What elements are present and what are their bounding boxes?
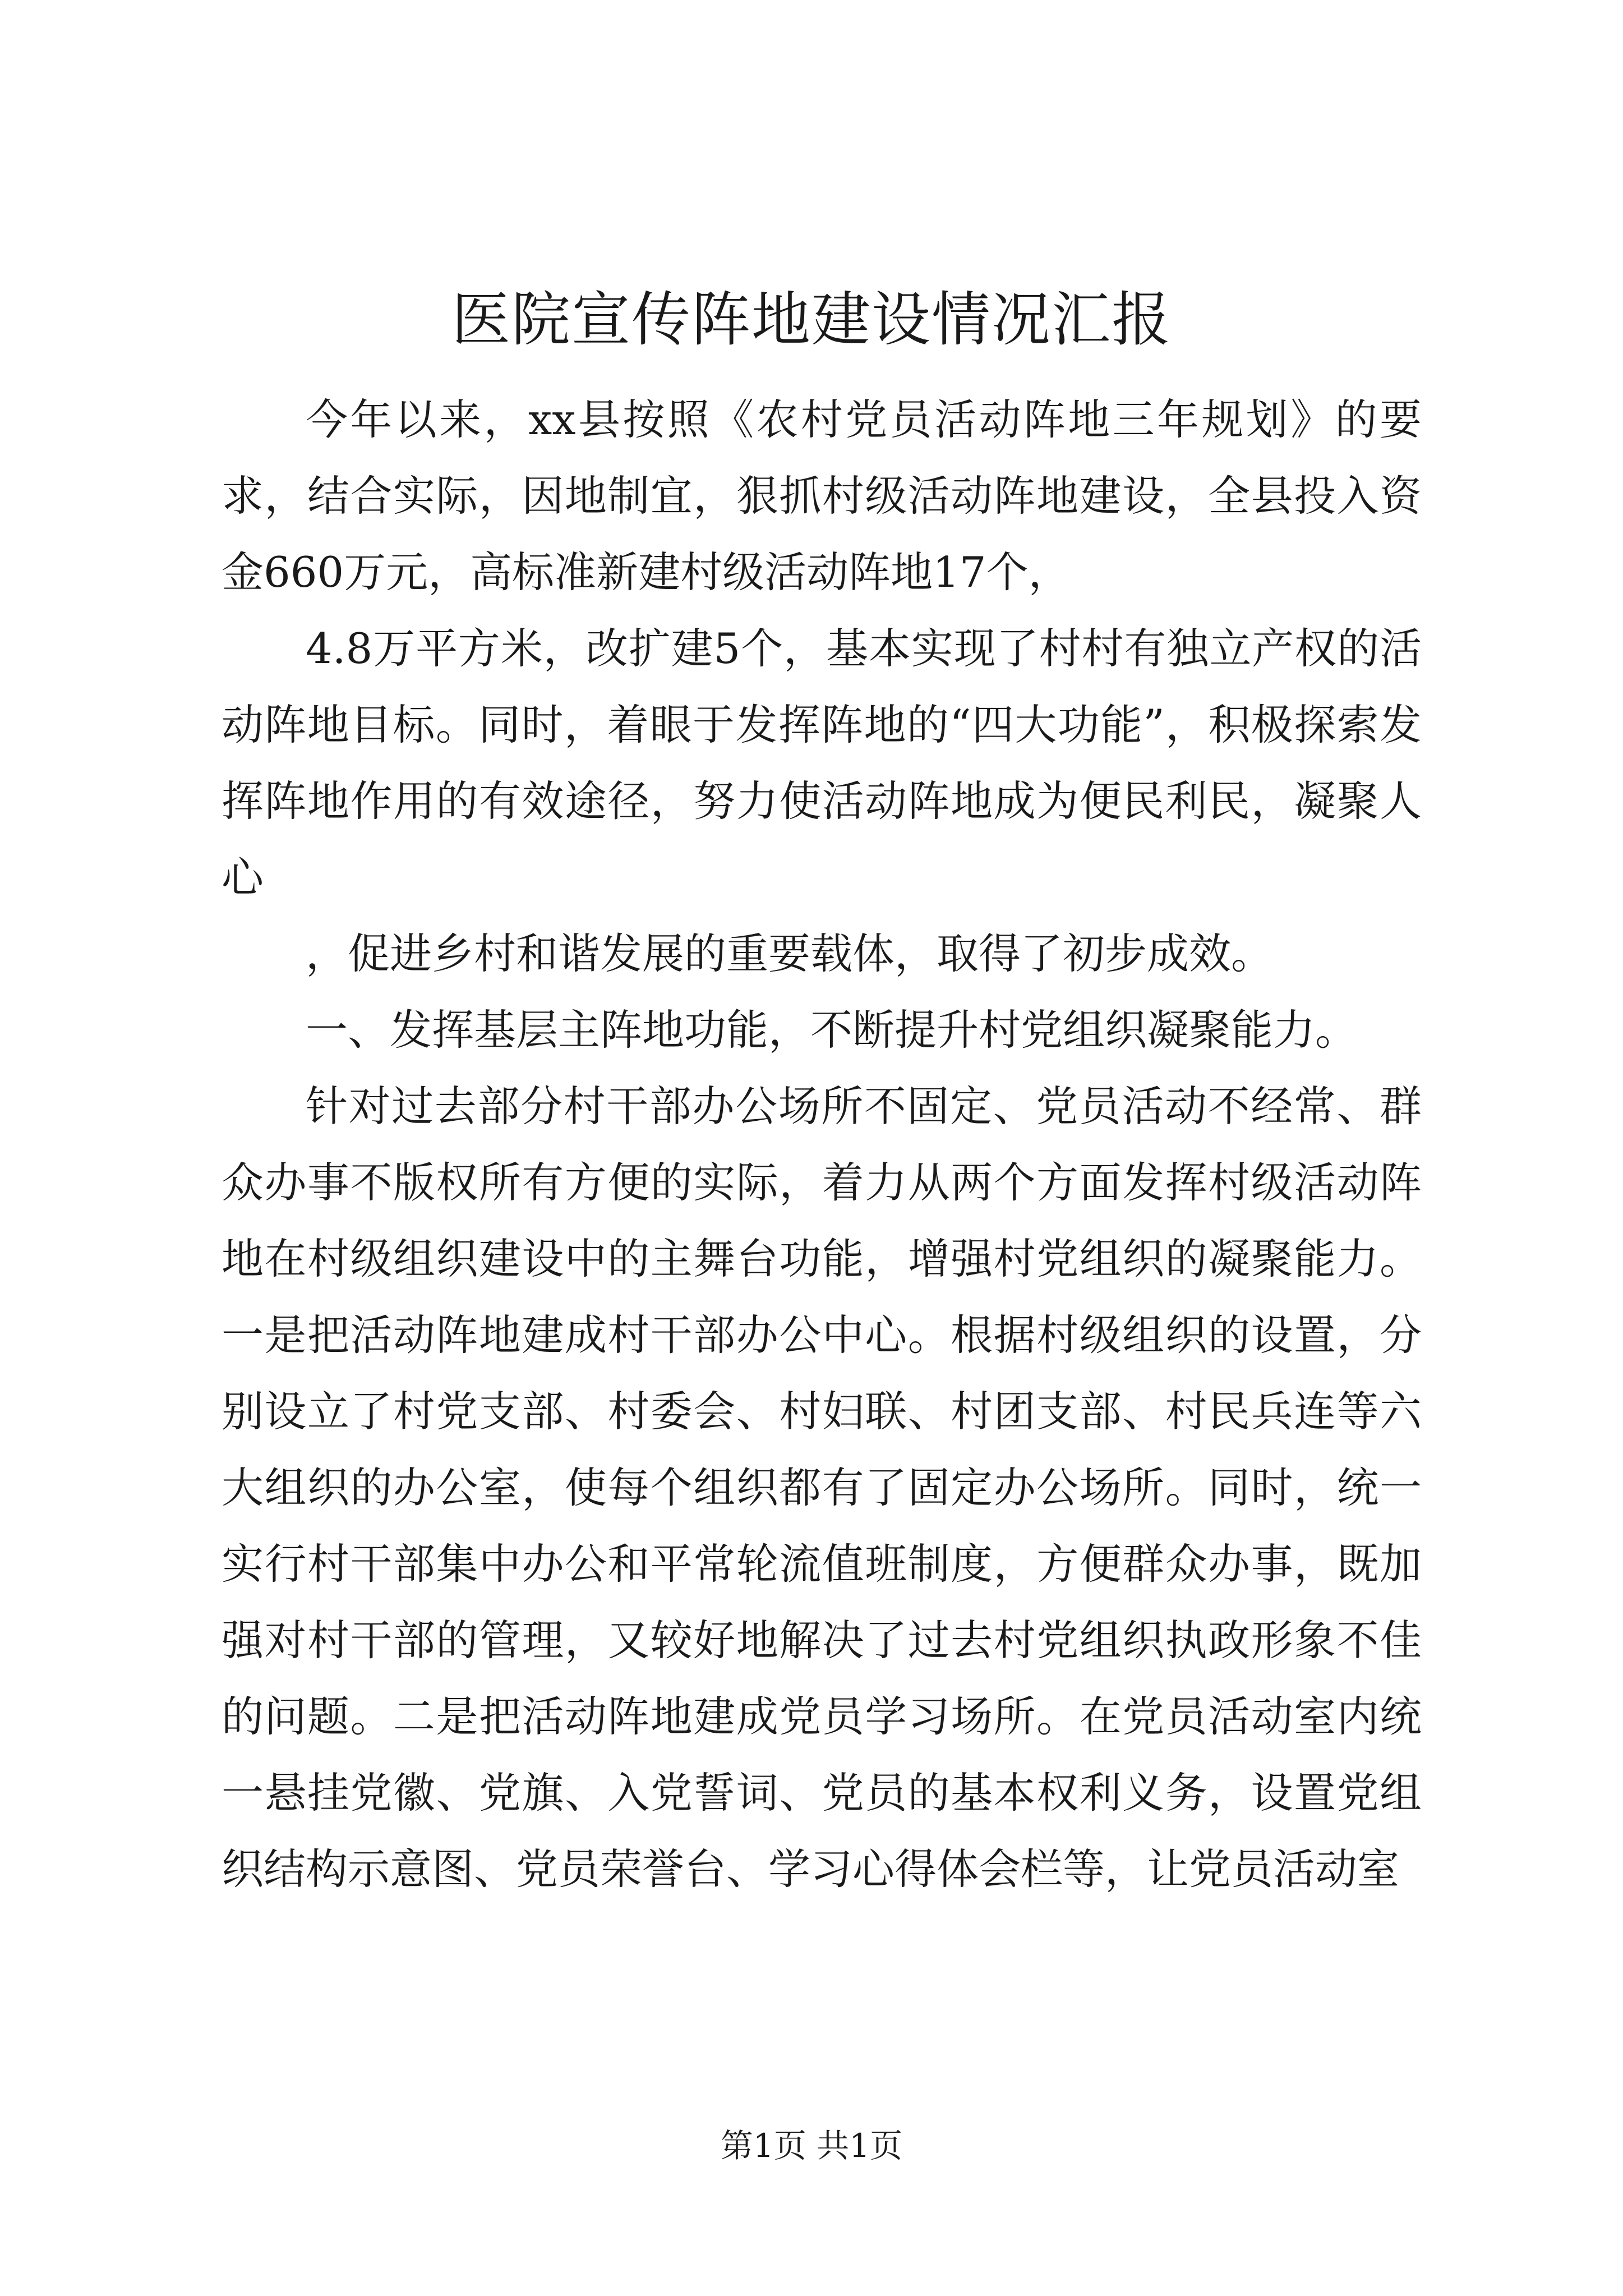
paragraph: 4.8万平方米，改扩建5个，基本实现了村村有独立产权的活动阵地目标。同时，着眼于发挥阵地的“四大功能”，积极探索发挥阵地作用的有效途径，努力使活动阵地成为便民利民，凝聚人心 xyxy=(222,624,1422,902)
document-body xyxy=(222,381,1422,1907)
section-heading: 一、发挥基层主阵地功能，不断提升村党组织凝聚能力。 xyxy=(306,1005,1358,1055)
paragraph: 针对过去部分村干部办公场所不固定、党员活动不经常、群众办事不版权所有方便的实际，着力从两个方面发挥村级活动阵地在村级组织建设中的主舞台功能，增强村党组织的凝聚能力。一是把活动阵地建成村干部办公中心。根据村级组织的设置，分别设立了村党支部、村委会、村妇联、村团支部、村民兵连等六大组织的办公室，使每个组织都有了固定办公场所。同时，统一实行村干部集中办公和平常轮流值班制度，方便群众办事，既加强对村干部的管理，又较好地解决了过去村党组织执政形象不佳的问题。二是把活动阵地建成党员学习场所。在党员活动室内统一悬挂党徽、党旗、入党誓词、党员的基本权利义务，设置党组织结构示意图、党员荣誉台、学习心得体会栏等，让党员活动室 xyxy=(222,1082,1422,1894)
paragraph: 今年以来，xx县按照《农村党员活动阵地三年规划》的要求，结合实际，因地制宜，狠抓村级活动阵地建设，全县投入资金660万元，高标准新建村级活动阵地17个， xyxy=(222,395,1422,597)
page-footer: 第1页 共1页 xyxy=(720,2127,903,2165)
paragraph: ，促进乡村和谐发展的重要载体，取得了初步成效。 xyxy=(306,929,1274,978)
document-title: 医院宣传阵地建设情况汇报 xyxy=(451,286,1172,354)
